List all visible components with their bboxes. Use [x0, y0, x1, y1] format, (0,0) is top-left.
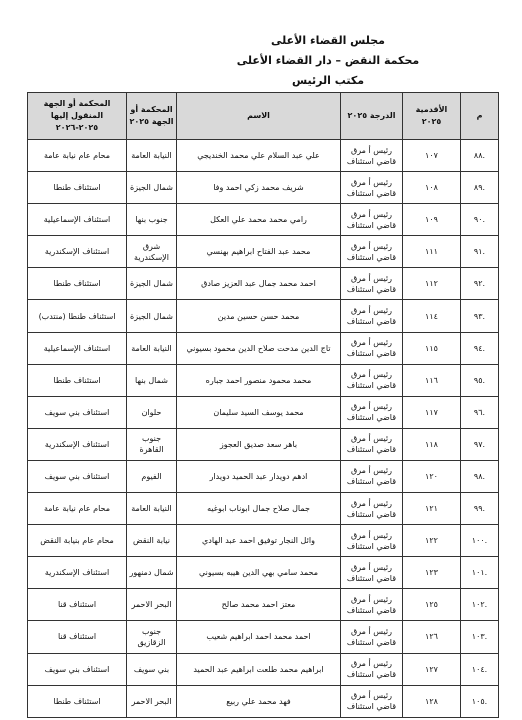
table-row [28, 332, 499, 364]
transferred-cell: استئناف طنطا [28, 364, 127, 396]
name-cell: محمد حسن حسين مدين [177, 300, 341, 332]
row-number: .٩٧ [461, 428, 499, 460]
name-cell: محمد يوسف السيد سليمان [177, 396, 341, 428]
rank-cell: رئيس أ مرق قاضي استئناف [341, 493, 403, 525]
name-cell: علي عبد السلام علي محمد الخنديجي [177, 140, 341, 172]
transferred-cell: استئناف طنطا [28, 685, 127, 717]
row-number: .٨٩ [461, 172, 499, 204]
table-row [28, 653, 499, 685]
court-cell: الفيوم [127, 460, 177, 492]
court-cell: شرق الإسكندرية [127, 236, 177, 268]
row-number: .١٠٤ [461, 653, 499, 685]
table-row [28, 204, 499, 236]
rank-cell: رئيس أ مرق قاضي استئناف [341, 557, 403, 589]
name-cell: محمد سامي بهي الدين هيبه بسيوني [177, 557, 341, 589]
table-row [28, 589, 499, 621]
transferred-cell: استئناف بني سويف [28, 396, 127, 428]
court-cell: البحر الاحمر [127, 589, 177, 621]
seniority-cell: ١١١ [403, 236, 461, 268]
row-number: .٩٠ [461, 204, 499, 236]
transferred-cell: استئناف الإسماعيلية [28, 332, 127, 364]
seniority-cell: ١٢٢ [403, 525, 461, 557]
rank-cell: رئيس أ مرق قاضي استئناف [341, 589, 403, 621]
transferred-cell: استئناف الإسكندرية [28, 236, 127, 268]
col-header-name: الاسم [177, 93, 341, 140]
row-number: .٩٣ [461, 300, 499, 332]
row-number: .١٠٢ [461, 589, 499, 621]
table-row [28, 493, 499, 525]
seniority-cell: ١١٦ [403, 364, 461, 396]
transferred-cell: استئناف قنا [28, 621, 127, 653]
rank-cell: رئيس أ مرق قاضي استئناف [341, 204, 403, 236]
table-row [28, 557, 499, 589]
name-cell: رامي محمد محمد علي العكل [177, 204, 341, 236]
row-number: .١٠٠ [461, 525, 499, 557]
seniority-cell: ١٢٦ [403, 621, 461, 653]
col-header-court: المحكمة أو الجهة ٢٠٢٥ [127, 93, 177, 140]
court-cell: جنوب بنها [127, 204, 177, 236]
transferred-cell: محام عام نيابة عامة [28, 493, 127, 525]
transferred-cell: استئناف طنطا (منتدب) [28, 300, 127, 332]
table-row [28, 140, 499, 172]
rank-cell: رئيس أ مرق قاضي استئناف [341, 236, 403, 268]
transfers-table [27, 92, 499, 718]
court-cell: جنوب الزقازيق [127, 621, 177, 653]
rank-cell: رئيس أ مرق قاضي استئناف [341, 460, 403, 492]
name-cell: شريف محمد زكي احمد وفا [177, 172, 341, 204]
office-title: مكتب الرئيس [291, 74, 365, 87]
court-cell: نيابة النقض [127, 525, 177, 557]
name-cell: احمد محمد جمال عبد العزيز صادق [177, 268, 341, 300]
row-number: .١٠٥ [461, 685, 499, 717]
table-row [28, 172, 499, 204]
rank-cell: رئيس أ مرق قاضي استئناف [341, 685, 403, 717]
seniority-cell: ١٠٩ [403, 204, 461, 236]
row-number: .٩٢ [461, 268, 499, 300]
table-row [28, 396, 499, 428]
seniority-cell: ١٢٠ [403, 460, 461, 492]
seniority-cell: ١٢١ [403, 493, 461, 525]
row-number: .٩١ [461, 236, 499, 268]
row-number: .١٠١ [461, 557, 499, 589]
row-number: .٩٥ [461, 364, 499, 396]
seniority-cell: ١١٤ [403, 300, 461, 332]
row-number: .٨٨ [461, 140, 499, 172]
court-cell: شمال الجيزة [127, 268, 177, 300]
name-cell: فهد محمد علي ربيع [177, 685, 341, 717]
name-cell: جمال صلاح جمال ابوناب ابوغيه [177, 493, 341, 525]
table-row [28, 428, 499, 460]
table-row [28, 460, 499, 492]
rank-cell: رئيس أ مرق قاضي استئناف [341, 428, 403, 460]
council-title: مجلس القضاء الأعلى [271, 34, 385, 47]
court-cell: النيابة العامة [127, 493, 177, 525]
rank-cell: رئيس أ مرق قاضي استئناف [341, 653, 403, 685]
name-cell: ادهم دويدار عبد الحميد دويدار [177, 460, 341, 492]
court-cell: شمال دمنهور [127, 557, 177, 589]
seniority-cell: ١٢٥ [403, 589, 461, 621]
name-cell: باهر سعد صديق العجوز [177, 428, 341, 460]
seniority-cell: ١١٢ [403, 268, 461, 300]
transferred-cell: محام عام بنيابة النقض [28, 525, 127, 557]
seniority-cell: ١١٧ [403, 396, 461, 428]
table-row [28, 300, 499, 332]
rank-cell: رئيس أ مرق قاضي استئناف [341, 172, 403, 204]
name-cell: تاج الدين مدحت صلاح الدين محمود بسيوني [177, 332, 341, 364]
col-header-rank: الدرجة ٢٠٢٥ [341, 93, 403, 140]
rank-cell: رئيس أ مرق قاضي استئناف [341, 332, 403, 364]
table-row [28, 364, 499, 396]
seniority-cell: ١٢٣ [403, 557, 461, 589]
transferred-cell: استئناف طنطا [28, 172, 127, 204]
name-cell: وائل النجار توفيق احمد عبد الهادي [177, 525, 341, 557]
header-row [28, 93, 499, 140]
transferred-cell: استئناف الإسماعيلية [28, 204, 127, 236]
court-cell: البحر الاحمر [127, 685, 177, 717]
transferred-cell: محام عام نيابة عامة [28, 140, 127, 172]
seniority-cell: ١٢٨ [403, 685, 461, 717]
court-cell: شمال بنها [127, 364, 177, 396]
name-cell: معتز احمد محمد صالح [177, 589, 341, 621]
seniority-cell: ١٠٧ [403, 140, 461, 172]
court-title: محكمة النقض – دار القضاء الأعلى [236, 54, 420, 67]
col-header-transferred: المحكمة أو الجهة المنقول إليها ٢٠٢٥-٢٠٢٦ [28, 93, 127, 140]
transferred-cell: استئناف بني سويف [28, 460, 127, 492]
row-number: .٩٨ [461, 460, 499, 492]
row-number: .٩٤ [461, 332, 499, 364]
rank-cell: رئيس أ مرق قاضي استئناف [341, 268, 403, 300]
table-row [28, 685, 499, 717]
transferred-cell: استئناف طنطا [28, 268, 127, 300]
rank-cell: رئيس أ مرق قاضي استئناف [341, 300, 403, 332]
court-cell: بني سويف [127, 653, 177, 685]
court-cell: النيابة العامة [127, 332, 177, 364]
col-header-seniority: الأقدمية ٢٠٢٥ [403, 93, 461, 140]
court-cell: شمال الجيزة [127, 300, 177, 332]
table-row [28, 236, 499, 268]
seniority-cell: ١١٨ [403, 428, 461, 460]
court-cell: النيابة العامة [127, 140, 177, 172]
table-row [28, 268, 499, 300]
table-row [28, 621, 499, 653]
name-cell: ابراهيم محمد طلعت ابراهيم عبد الحميد [177, 653, 341, 685]
name-cell: محمد محمود منصور احمد جباره [177, 364, 341, 396]
court-cell: حلوان [127, 396, 177, 428]
rank-cell: رئيس أ مرق قاضي استئناف [341, 364, 403, 396]
transferred-cell: استئناف بني سويف [28, 653, 127, 685]
court-cell: جنوب القاهرة [127, 428, 177, 460]
seniority-cell: ١١٥ [403, 332, 461, 364]
transferred-cell: استئناف الإسكندرية [28, 557, 127, 589]
row-number: .٩٦ [461, 396, 499, 428]
transferred-cell: استئناف الإسكندرية [28, 428, 127, 460]
seniority-cell: ١٢٧ [403, 653, 461, 685]
name-cell: محمد عبد الفتاح ابراهيم بهنسي [177, 236, 341, 268]
court-cell: شمال الجيزة [127, 172, 177, 204]
table-row [28, 525, 499, 557]
row-number: .٩٩ [461, 493, 499, 525]
row-number: .١٠٣ [461, 621, 499, 653]
rank-cell: رئيس أ مرق قاضي استئناف [341, 525, 403, 557]
rank-cell: رئيس أ مرق قاضي استئناف [341, 396, 403, 428]
seniority-cell: ١٠٨ [403, 172, 461, 204]
name-cell: احمد محمد احمد ابراهيم شعيب [177, 621, 341, 653]
transferred-cell: استئناف قنا [28, 589, 127, 621]
rank-cell: رئيس أ مرق قاضي استئناف [341, 140, 403, 172]
col-header-m: م [461, 93, 499, 140]
rank-cell: رئيس أ مرق قاضي استئناف [341, 621, 403, 653]
